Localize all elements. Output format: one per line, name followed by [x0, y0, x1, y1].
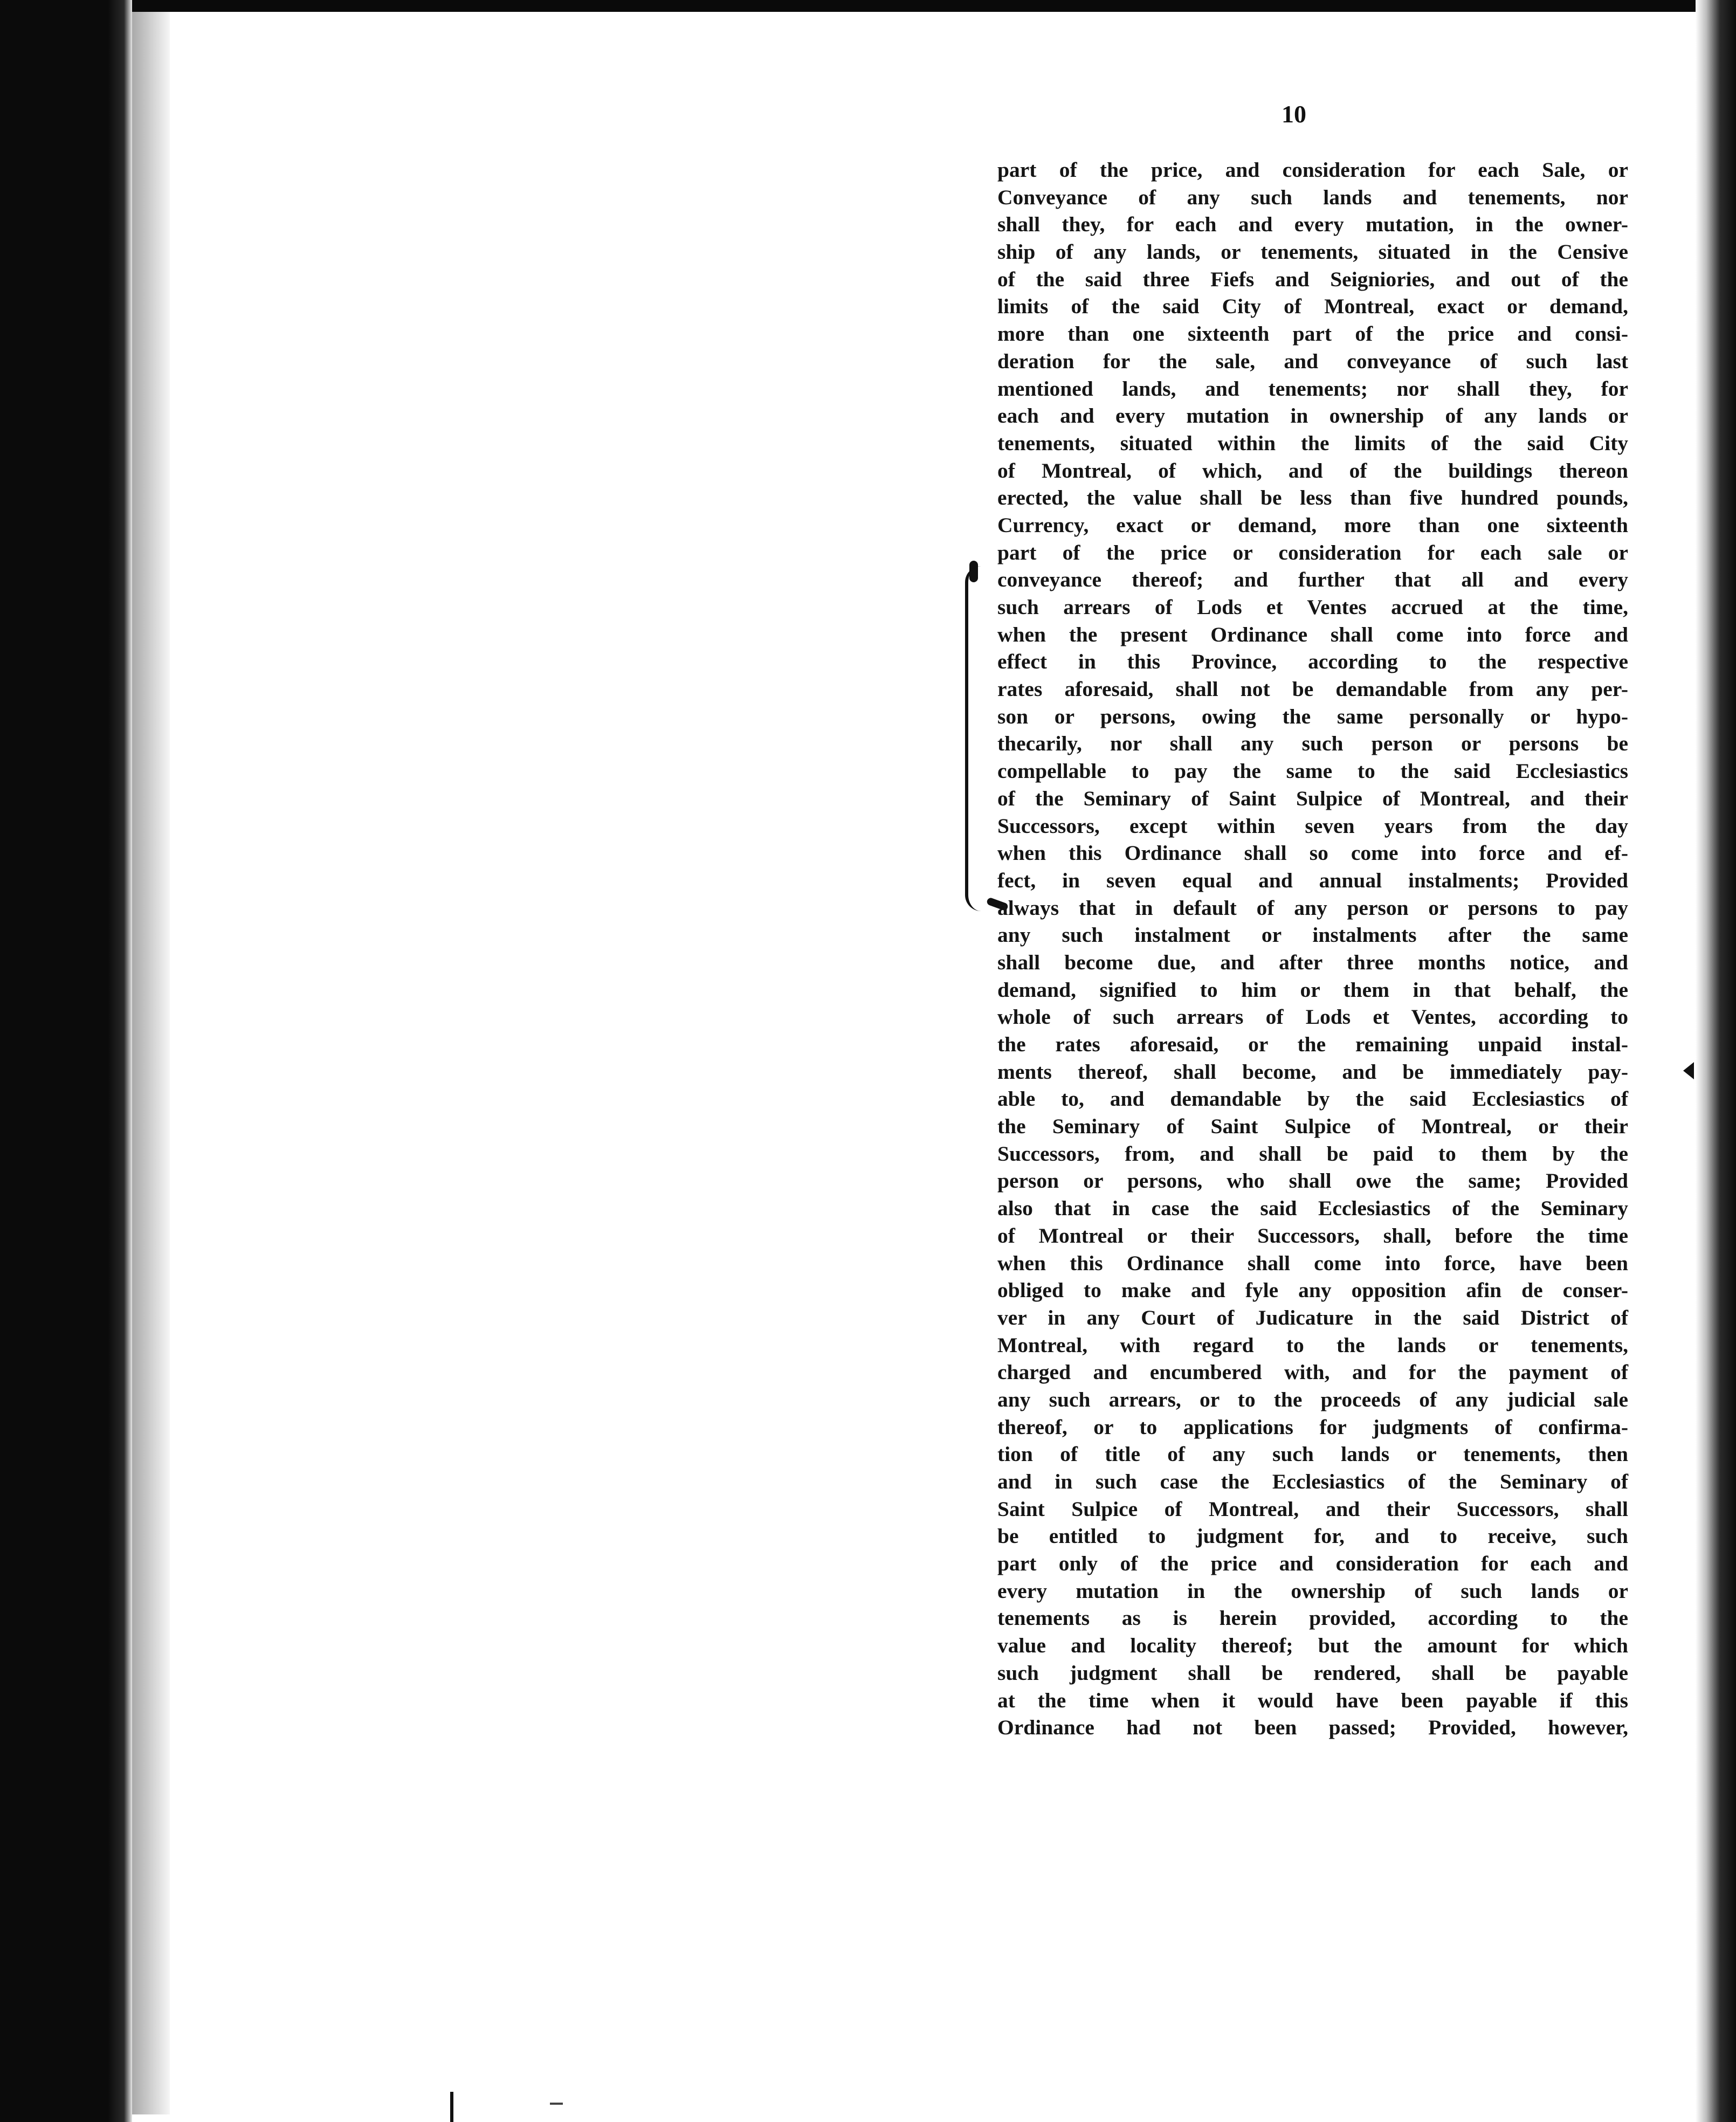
text-line: the rates aforesaid, or the remaining unpaid instal-	[997, 1032, 1628, 1056]
text-line: able to, and demandable by the said Ecclesiastics of	[997, 1087, 1628, 1111]
text-line: effect in this Province, according to the respective	[997, 650, 1628, 674]
text-line: person or persons, who shall owe the same; Provided	[997, 1169, 1628, 1193]
text-line: when this Ordinance shall come into force, have been	[997, 1251, 1628, 1275]
text-line: of Montreal, of which, and of the buildings thereon	[997, 458, 1628, 483]
text-line: deration for the sale, and conveyance of such last	[997, 349, 1628, 373]
scan-artifact-mark	[450, 2092, 453, 2122]
text-line: part only of the price and consideration for each and	[997, 1552, 1628, 1576]
text-line: whole of such arrears of Lods et Ventes, according to	[997, 1005, 1628, 1029]
text-line: at the time when it would have been payable if this	[997, 1688, 1628, 1712]
text-line: Ordinance had not been passed; Provided, however,	[997, 1715, 1628, 1740]
text-line: any such instalment or instalments after the same	[997, 923, 1628, 947]
scan-top-border	[0, 0, 1736, 12]
text-line: tenements, situated within the limits of the said City	[997, 431, 1628, 455]
text-line: thereof, or to applications for judgments of confirma-	[997, 1415, 1628, 1439]
page-gutter-shadow	[132, 12, 170, 2114]
text-line: when the present Ordinance shall come into force and	[997, 622, 1628, 646]
text-line: of Montreal or their Successors, shall, before the time	[997, 1223, 1628, 1248]
text-line: part of the price, and consideration for each Sale, or	[997, 158, 1628, 182]
text-line: Conveyance of any such lands and tenements, nor	[997, 185, 1628, 209]
text-line: shall they, for each and every mutation, in the owner-	[997, 212, 1628, 237]
text-line: value and locality thereof; but the amount for which	[997, 1634, 1628, 1658]
page-number: 10	[1282, 100, 1306, 128]
scan-left-margin	[0, 0, 132, 2122]
text-line: part of the price or consideration for each sale or	[997, 540, 1628, 564]
margin-bracket-annotation	[965, 566, 990, 911]
edge-arrow-mark	[1683, 1062, 1694, 1079]
text-line: limits of the said City of Montreal, exact or demand,	[997, 294, 1628, 319]
text-line: erected, the value shall be less than five hundred pounds,	[997, 486, 1628, 510]
text-line: mentioned lands, and tenements; nor shall they, for	[997, 376, 1628, 401]
text-line: Saint Sulpice of Montreal, and their Successors, shall	[997, 1497, 1628, 1521]
text-line: Currency, exact or demand, more than one sixteenth	[997, 513, 1628, 537]
text-line: every mutation in the ownership of such lands or	[997, 1579, 1628, 1603]
text-line: always that in default of any person or persons to pay	[997, 895, 1628, 920]
text-line: fect, in seven equal and annual instalments; Provided	[997, 868, 1628, 892]
text-line: and in such case the Ecclesiastics of the Seminary of	[997, 1470, 1628, 1493]
text-line: charged and encumbered with, and for the payment of	[997, 1360, 1628, 1384]
text-line: of the said three Fiefs and Seigniories, and out of the	[997, 267, 1628, 291]
text-line: such arrears of Lods et Ventes accrued at the time,	[997, 595, 1628, 619]
scan-artifact-dash	[550, 2103, 563, 2105]
text-line: rates aforesaid, shall not be demandable from any per-	[997, 677, 1628, 701]
text-line: when this Ordinance shall so come into force and ef-	[997, 841, 1628, 865]
text-line: ver in any Court of Judicature in the said District of	[997, 1305, 1628, 1329]
text-line: Montreal, with regard to the lands or tenements,	[997, 1333, 1628, 1357]
text-line: also that in case the said Ecclesiastics of the Seminary	[997, 1196, 1628, 1221]
text-line: each and every mutation in ownership of any lands or	[997, 404, 1628, 428]
text-line: Successors, except within seven years from the day	[997, 814, 1628, 838]
text-line: conveyance thereof; and further that all and every	[997, 568, 1628, 592]
text-line: obliged to make and fyle any opposition afin de conser-	[997, 1278, 1628, 1303]
text-line: compellable to pay the same to the said Ecclesiastics	[997, 759, 1628, 783]
text-line: more than one sixteenth part of the price and consi-	[997, 322, 1628, 346]
text-line: ship of any lands, or tenements, situated in the Censive	[997, 240, 1628, 264]
text-line: shall become due, and after three months notice, and	[997, 950, 1628, 974]
text-line: such judgment shall be rendered, shall be payable	[997, 1661, 1628, 1685]
text-line: tenements as is herein provided, according to the	[997, 1606, 1628, 1630]
text-line: ments thereof, shall become, and be immediately pay-	[997, 1059, 1628, 1084]
text-line: of the Seminary of Saint Sulpice of Montreal, and their	[997, 786, 1628, 810]
body-text	[997, 156, 1628, 1741]
text-line: demand, signified to him or them in that behalf, the	[997, 977, 1628, 1002]
text-line: Successors, from, and shall be paid to them by the	[997, 1141, 1628, 1166]
text-line: tion of title of any such lands or tenements, then	[997, 1442, 1628, 1466]
text-line: the Seminary of Saint Sulpice of Montreal, or their	[997, 1114, 1628, 1139]
scan-right-edge	[1696, 0, 1736, 2122]
text-line: any such arrears, or to the proceeds of any judicial sale	[997, 1387, 1628, 1411]
text-line: be entitled to judgment for, and to receive, such	[997, 1524, 1628, 1548]
text-line: son or persons, owing the same personally or hypo-	[997, 704, 1628, 728]
text-line: thecarily, nor shall any such person or persons be	[997, 732, 1628, 756]
